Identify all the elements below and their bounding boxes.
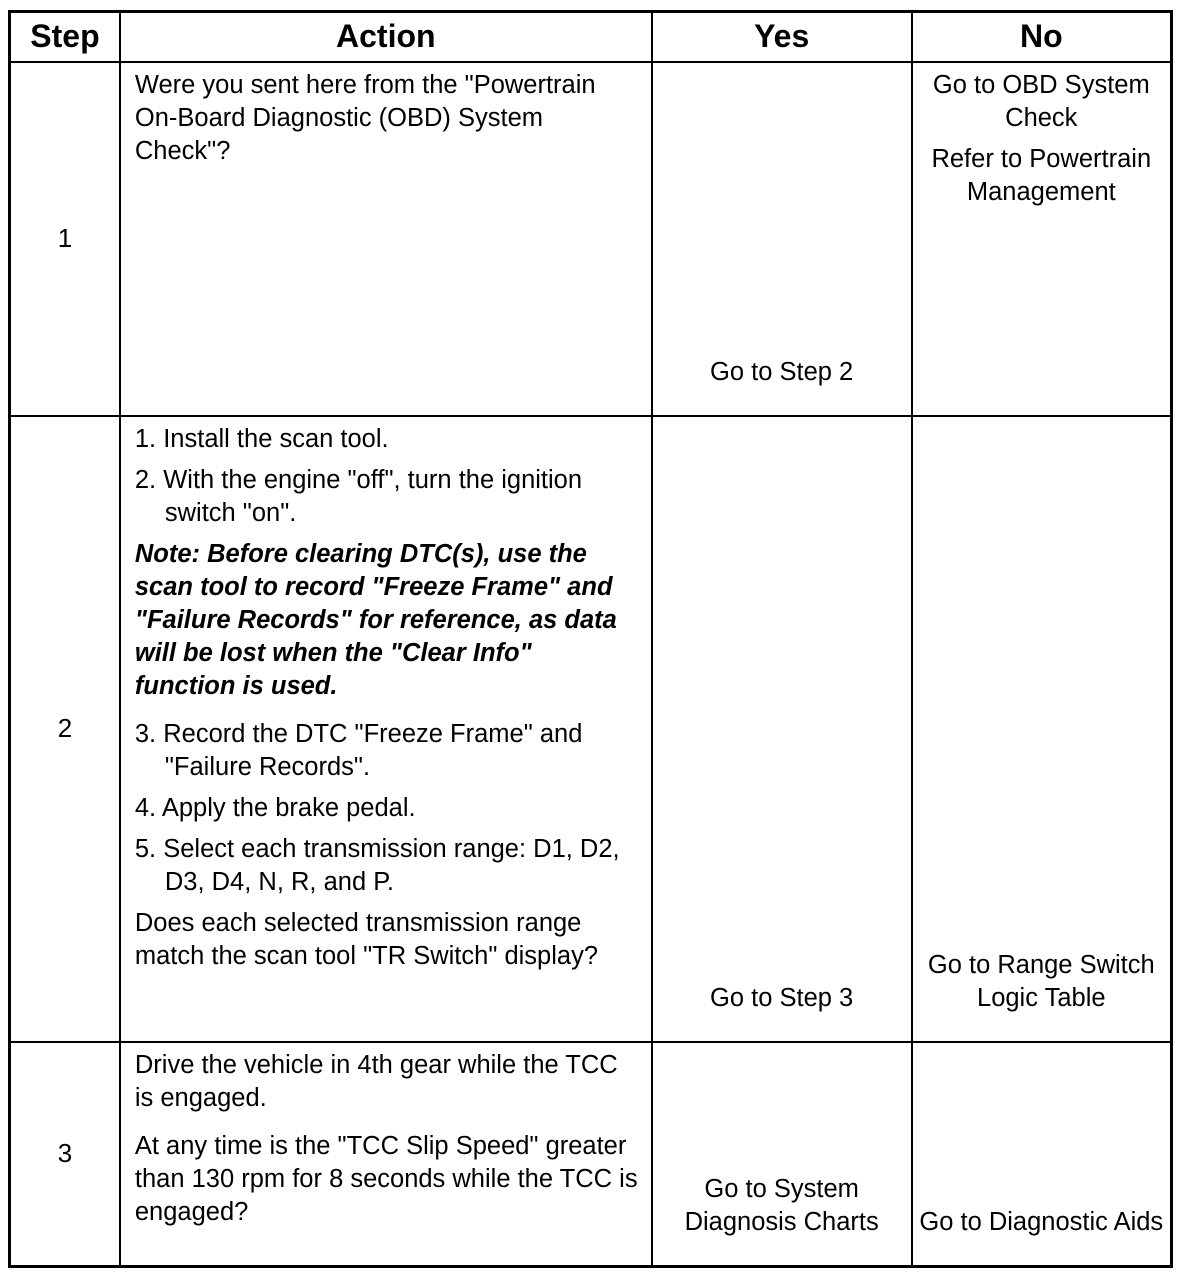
- action-item: 4. Apply the brake pedal.: [134, 793, 416, 822]
- yes-cell: Go to System Diagnosis Charts: [652, 1042, 912, 1267]
- header-yes: Yes: [652, 12, 912, 62]
- action-text: Drive the vehicle in 4th gear while the TCC is engaged.: [134, 1050, 618, 1112]
- table-row-step-3: [10, 1042, 1172, 1267]
- step-number: 2: [10, 416, 120, 1042]
- no-cell: Go to Range Switch Logic Table: [912, 416, 1172, 1042]
- header-no: No: [912, 12, 1172, 62]
- action-cell: [120, 1042, 652, 1267]
- no-cell: [912, 62, 1172, 416]
- action-item: 5. Select each transmission range: D1, D2, D3, D4, N, R, and P.: [134, 834, 620, 896]
- action-question: At any time is the "TCC Slip Speed" greater than 130 rpm for 8 seconds while the TCC is engaged?: [134, 1131, 638, 1226]
- step-number: 1: [10, 62, 120, 416]
- no-text-refer: Refer to Powertrain Management: [931, 144, 1152, 206]
- action-cell: [120, 416, 652, 1042]
- action-item: 3. Record the DTC "Freeze Frame" and "Failure Records".: [134, 719, 583, 781]
- action-item: 1. Install the scan tool.: [134, 424, 389, 453]
- yes-cell: Go to Step 2: [652, 62, 912, 416]
- header-step: Step: [10, 12, 120, 62]
- action-cell: [120, 62, 652, 416]
- no-cell: Go to Diagnostic Aids: [912, 1042, 1172, 1267]
- table-row-step-1: [10, 62, 1172, 416]
- note-text: Note: Before clearing DTC(s), use the scan tool to record "Freeze Frame" and "Failure Records" for reference, as data will be lost when the "Clear Info" function is used.: [134, 539, 617, 700]
- action-item: 2. With the engine "off", turn the ignition switch "on".: [134, 465, 583, 527]
- action-text: Were you sent here from the "Powertrain On-Board Diagnostic (OBD) System Check"?: [134, 70, 596, 165]
- header-action: Action: [120, 12, 652, 62]
- yes-cell: Go to Step 3: [652, 416, 912, 1042]
- no-text-obd-check: Go to OBD System Check: [932, 70, 1150, 132]
- action-question: Does each selected transmission range match the scan tool "TR Switch" display?: [134, 908, 599, 970]
- header-row: [10, 12, 1172, 62]
- step-number: 3: [10, 1042, 120, 1267]
- table-row-step-2: [10, 416, 1172, 1042]
- diagnostic-table: [8, 10, 1173, 1268]
